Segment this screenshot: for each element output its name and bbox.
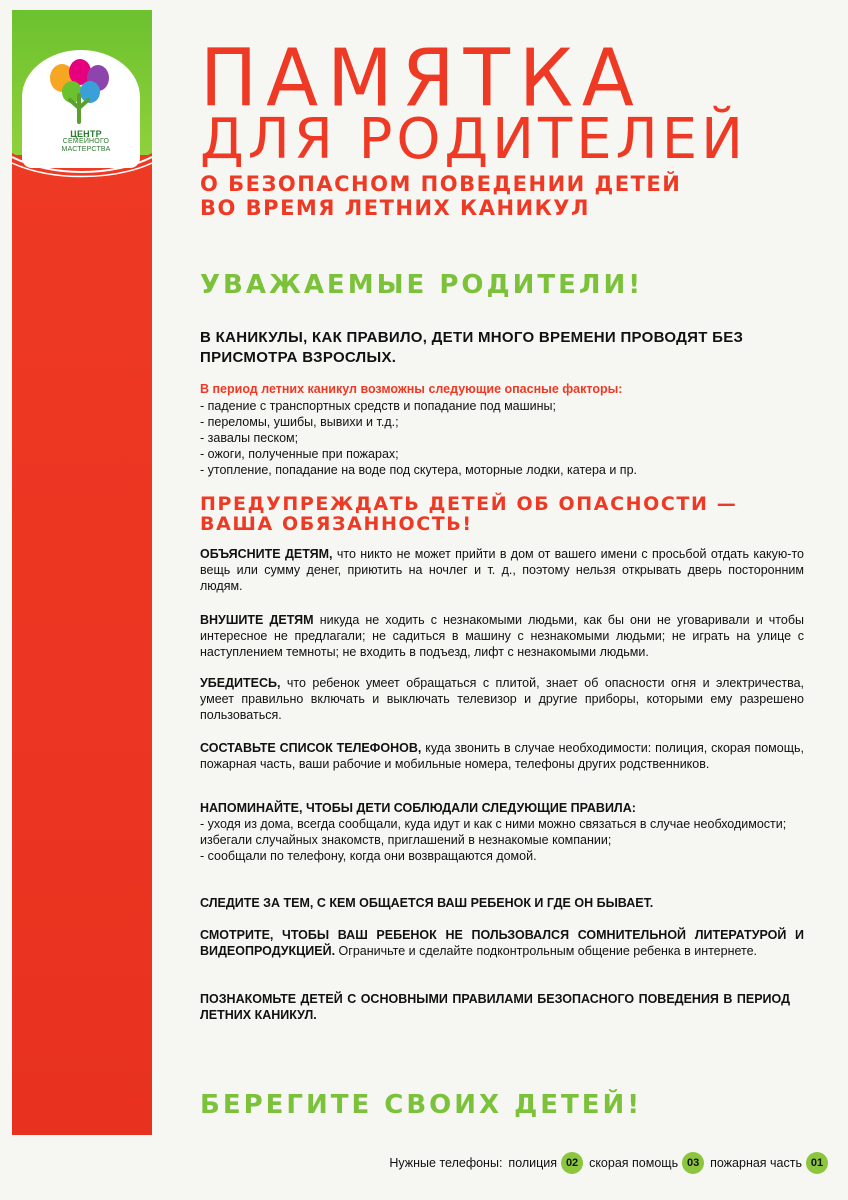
list-item: - уходя из дома, всегда сообщали, куда идут и как с ними можно связаться в случае необходимости;	[200, 817, 787, 831]
police-number-badge: 02	[561, 1152, 583, 1174]
list-item: избегали случайных знакомств, приглашений в незнакомые компании;	[200, 833, 612, 847]
phones-label: Нужные телефоны:	[389, 1156, 503, 1170]
paragraph-body: что никто не может прийти в дом от вашего имени с просьбой отдать какую-то вещь или сумму денег, приютить на ночлег и т. д., поэтому нельзя открывать дверь посторонним людям.	[200, 547, 804, 593]
ambulance-number-badge: 03	[682, 1152, 704, 1174]
logo-caption	[46, 130, 126, 154]
police-phone	[508, 1152, 583, 1174]
list-item: - утопление, попадание на воде под скутера, моторные лодки, катера и пр.	[200, 463, 638, 477]
list-item: - завалы песком;	[200, 431, 299, 445]
paragraph-lead: УБЕДИТЕСЬ,	[200, 676, 281, 690]
paragraph-body: Ограничьте и сделайте подконтрольным общение ребенка в интернете.	[335, 944, 758, 958]
logo-text-line2: СЕМЕЙНОГО	[62, 138, 110, 145]
family-tree-logo-icon	[22, 50, 140, 130]
logo-text-line1: ЦЕНТР	[70, 129, 102, 139]
warning-heading-line2: ВАША ОБЯЗАННОСТЬ!	[200, 513, 473, 535]
subtitle-line1: О БЕЗОПАСНОМ ПОВЕДЕНИИ ДЕТЕЙ	[200, 172, 682, 196]
emergency-phones	[389, 1152, 828, 1174]
paragraph-body: никуда не ходить с незнакомыми людьми, как бы они не уговаривали и чтобы интересное не предлагали; не садиться в машину с незнакомыми людьми; не играть на улице с наступлением темноты; не входить в подъезд, лифт с незнакомыми людьми.	[200, 613, 804, 659]
warning-heading	[200, 494, 800, 534]
ambulance-label: скорая помощь	[589, 1156, 679, 1170]
police-label: полиция	[508, 1156, 558, 1170]
paragraph-lead: СМОТРИТЕ, ЧТОБЫ ВАШ РЕБЕНОК НЕ ПОЛЬЗОВАЛСЯ СОМНИТЕЛЬНОЙ ЛИТЕРАТУРОЙ И ВИДЕОПРОДУКЦИЕЙ.	[200, 928, 804, 958]
ambulance-phone	[589, 1152, 704, 1174]
fire-label: пожарная часть	[710, 1156, 802, 1170]
watch-text: СЛЕДИТЕ ЗА ТЕМ, С КЕМ ОБЩАЕТСЯ ВАШ РЕБЕНОК И ГДЕ ОН БЫВАЕТ.	[200, 896, 654, 910]
rules-block	[200, 800, 804, 864]
page-title: ПАМЯТКА	[200, 30, 643, 125]
list-item: - падение с транспортных средств и попадание под машины;	[200, 399, 556, 413]
subtitle-line2: ВО ВРЕМЯ ЛЕТНИХ КАНИКУЛ	[200, 196, 590, 220]
watch-paragraph	[200, 895, 804, 911]
paragraph-phone-list	[200, 740, 804, 772]
final-rules-paragraph	[200, 991, 790, 1023]
paragraph-ensure	[200, 675, 804, 723]
intro-text: В КАНИКУЛЫ, КАК ПРАВИЛО, ДЕТИ МНОГО ВРЕМЕНИ ПРОВОДЯТ БЕЗ ПРИСМОТРА ВЗРОСЛЫХ.	[200, 329, 744, 366]
media-paragraph	[200, 927, 804, 959]
paragraph-body: куда звонить в случае необходимости: полиция, скорая помощь, пожарная часть, ваши рабочие и мобильные номера, телефоны других родственников.	[200, 741, 804, 771]
paragraph-lead: СОСТАВЬТЕ СПИСОК ТЕЛЕФОНОВ,	[200, 741, 422, 755]
list-item: - ожоги, полученные при пожарах;	[200, 447, 399, 461]
fire-number-badge: 01	[806, 1152, 828, 1174]
rules-heading: НАПОМИНАЙТЕ, ЧТОБЫ ДЕТИ СОБЛЮДАЛИ СЛЕДУЮЩИЕ ПРАВИЛА:	[200, 801, 636, 815]
paragraph-explain	[200, 546, 804, 594]
logo-text-line3: МАСТЕРСТВА	[61, 146, 111, 153]
list-item: - сообщали по телефону, когда они возвращаются домой.	[200, 849, 537, 863]
page-title-line2: ДЛЯ РОДИТЕЛЕЙ	[200, 107, 748, 172]
closing-heading: БЕРЕГИТЕ СВОИХ ДЕТЕЙ!	[200, 1090, 643, 1120]
paragraph-lead: ВНУШИТЕ ДЕТЯМ	[200, 613, 314, 627]
greeting-heading: УВАЖАЕМЫЕ РОДИТЕЛИ!	[200, 270, 644, 300]
paragraph-instill	[200, 612, 804, 660]
factors-heading: В период летних каникул возможны следующие опасные факторы:	[200, 382, 623, 396]
paragraph-lead: ОБЪЯСНИТЕ ДЕТЯМ,	[200, 547, 333, 561]
fire-phone	[710, 1152, 828, 1174]
final-rules-text: ПОЗНАКОМЬТЕ ДЕТЕЙ С ОСНОВНЫМИ ПРАВИЛАМИ БЕЗОПАСНОГО ПОВЕДЕНИЯ В ПЕРИОД ЛЕТНИХ КАНИКУЛ.	[200, 992, 790, 1022]
warning-heading-line1: ПРЕДУПРЕЖДАТЬ ДЕТЕЙ ОБ ОПАСНОСТИ —	[200, 493, 738, 515]
page-subtitle	[200, 172, 810, 220]
list-item: - переломы, ушибы, вывихи и т.д.;	[200, 415, 399, 429]
factors-list	[200, 398, 800, 478]
paragraph-body: что ребенок умеет обращаться с плитой, знает об опасности огня и электричества, умеет правильно включать и выключать телевизор и другие приборы, которыми ему разрешено пользоваться.	[200, 676, 804, 722]
